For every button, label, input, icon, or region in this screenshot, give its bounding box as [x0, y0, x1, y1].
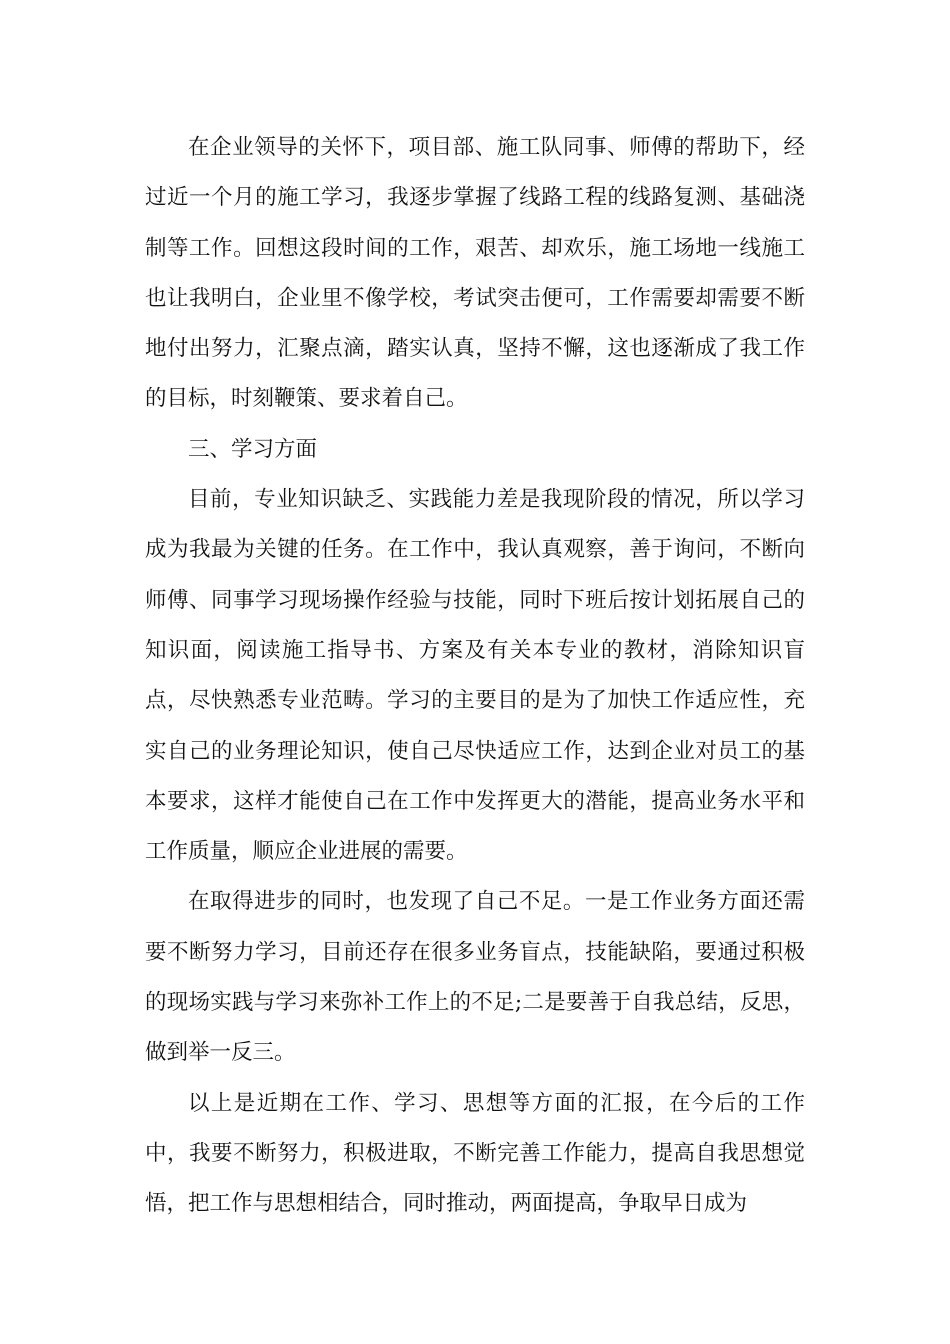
paragraph-shortcomings: 在取得进步的同时，也发现了自己不足。一是工作业务方面还需要不断努力学习，目前还存在很多业务盲点，技能缺陷，要通过积极的现场实践与学习来弥补工作上的不足;二是要善于自我总结，反思，做到举一反三。 — [145, 889, 805, 1066]
paragraph-work-experience: 在企业领导的关怀下，项目部、施工队同事、师傅的帮助下，经过近一个月的施工学习，我逐步掌握了线路工程的线路复测、基础浇制等工作。回想这段时间的工作，艰苦、却欢乐，施工场地一线施工也让我明白，企业里不像学校，考试突击便可，工作需要却需要不断地付出努力，汇聚点滴，踏实认真，坚持不懈，这也逐渐成了我工作的目标，时刻鞭策、要求着自己。 — [145, 135, 805, 412]
paragraph-study: 目前，专业知识缺乏、实践能力差是我现阶段的情况，所以学习成为我最为关键的任务。在工作中，我认真观察，善于询问，不断向师傅、同事学习现场操作经验与技能，同时下班后按计划拓展自己的知识面，阅读施工指导书、方案及有关本专业的教材，消除知识盲点，尽快熟悉专业范畴。学习的主要目的是为了加快工作适应性，充实自己的业务理论知识，使自己尽快适应工作，达到企业对员工的基本要求，这样才能使自己在工作中发挥更大的潜能，提高业务水平和工作质量，顺应企业进展的需要。 — [145, 487, 805, 865]
paragraph-summary: 以上是近期在工作、学习、思想等方面的汇报，在今后的工作中，我要不断努力，积极进取，不断完善工作能力，提高自我思想觉悟，把工作与思想相结合，同时推动，两面提高，争取早日成为 — [145, 1090, 805, 1217]
section-heading-study: 三、学习方面 — [188, 436, 318, 462]
document-body — [145, 123, 805, 1230]
